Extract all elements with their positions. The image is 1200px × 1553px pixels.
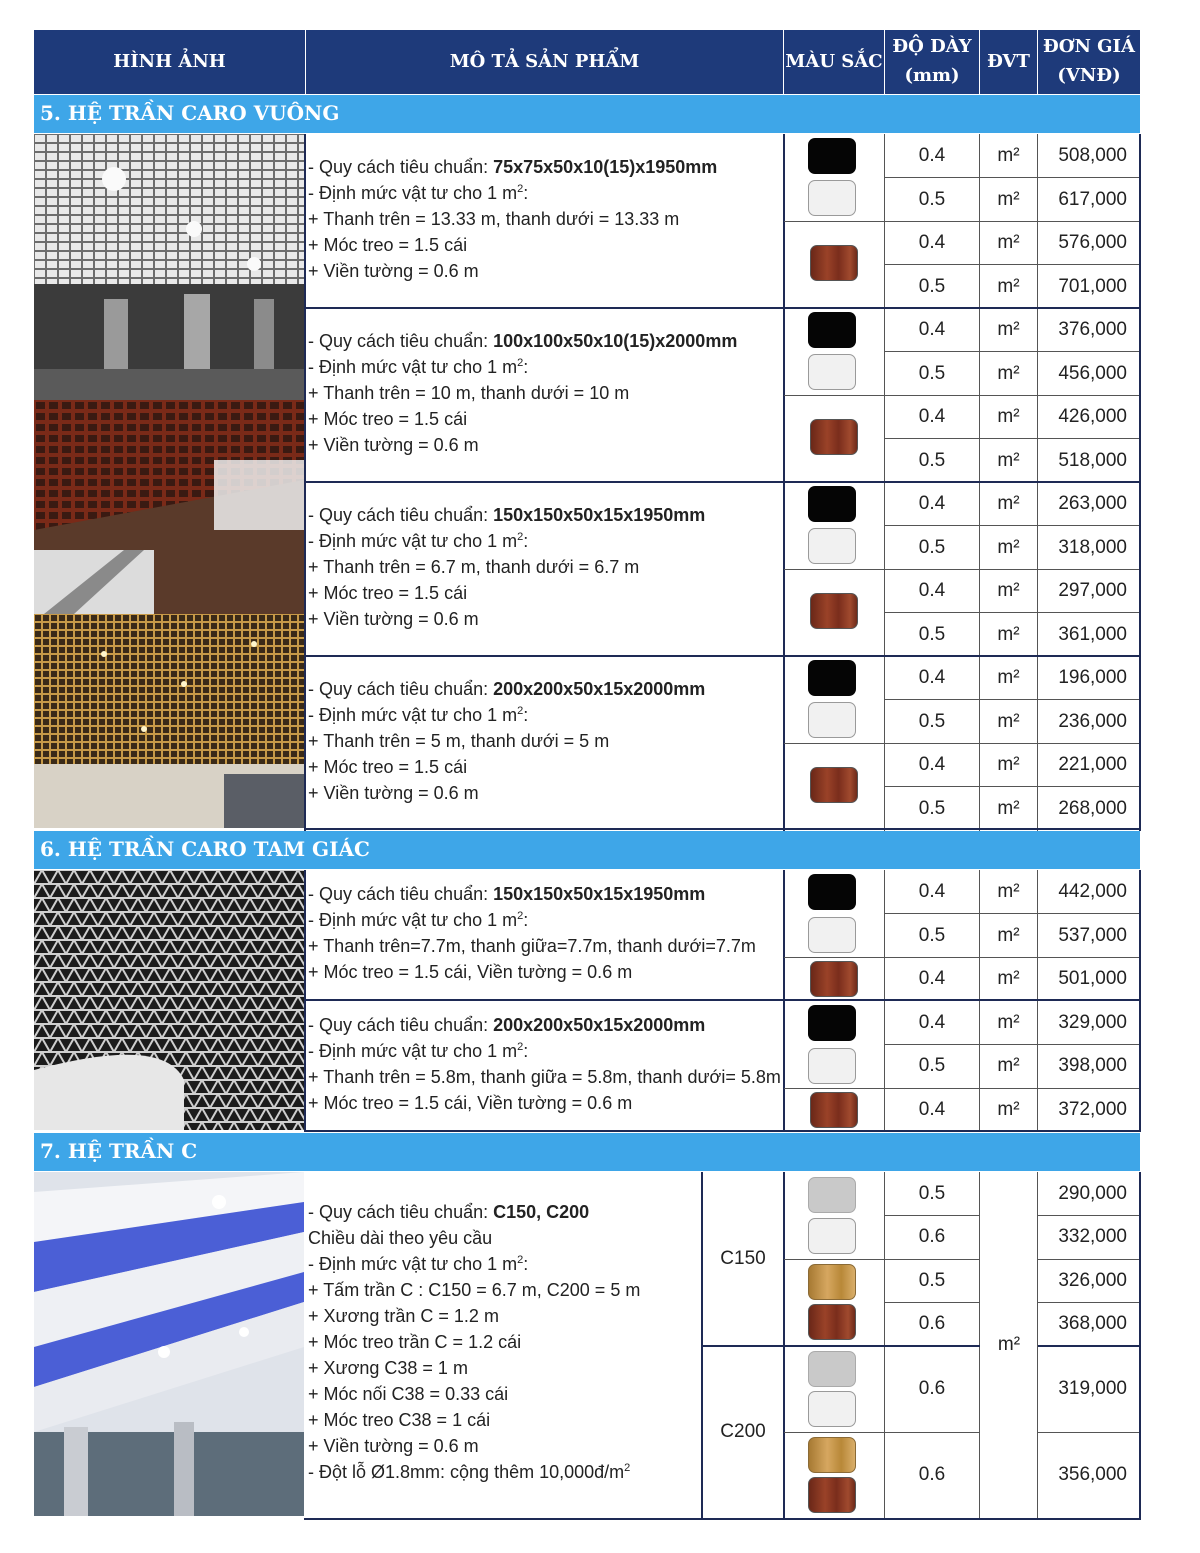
header-thickness-line2: (mm): [904, 65, 960, 86]
thickness-cell: 0.5: [918, 623, 946, 645]
thickness-cell: 0.5: [918, 1182, 946, 1204]
thickness-cell: 0.4: [918, 492, 946, 514]
swatch-white: [808, 528, 856, 564]
thickness-cell: 0.5: [918, 710, 946, 732]
section-7-title: 7. HỆ TRẦN C: [34, 1133, 1140, 1171]
price-cell: 318,000: [1058, 536, 1127, 558]
swatch-black: [808, 660, 856, 696]
unit-cell: m²: [997, 1011, 1020, 1033]
swatch-white: [808, 1391, 856, 1427]
swatch-white: [808, 354, 856, 390]
price-cell: 398,000: [1058, 1054, 1127, 1076]
swatch-gold: [808, 1437, 856, 1473]
c150-label: C150: [720, 1247, 766, 1269]
unit-cell: m²: [997, 666, 1020, 688]
unit-cell: m²: [997, 188, 1020, 210]
swatch-white: [808, 180, 856, 216]
thickness-cell: 0.6: [918, 1464, 946, 1485]
swatch-wood: [810, 419, 858, 455]
thickness-cell: 0.6: [918, 1378, 946, 1399]
header-price: [1038, 30, 1140, 94]
thickness-cell: 0.4: [918, 405, 946, 427]
unit-cell: m²: [997, 710, 1020, 732]
unit-cell: m²: [997, 924, 1020, 946]
price-cell: 508,000: [1058, 144, 1127, 166]
price-cell: 326,000: [1058, 1269, 1127, 1291]
header-price-line2: (VNĐ): [1057, 65, 1121, 86]
s6-group1-description: - Quy cách tiêu chuẩn: 150x150x50x15x1950mm - Định mức vật tư cho 1 $m^2$: + Thanh trên=7.7m, thanh giữa=7.7m, thanh dưới=7.7m + Móc treo = 1.5 cái, Viền tường = 0.6 m: [308, 884, 756, 982]
price-cell: 701,000: [1058, 275, 1127, 297]
swatch-wood: [810, 767, 858, 803]
photo-c-ceiling: [34, 1172, 304, 1516]
s6-group2-description: - Quy cách tiêu chuẩn: 200x200x50x15x2000mm - Định mức vật tư cho 1 $m^2$: + Thanh trên = 5.8m, thanh giữa = 5.8m, thanh dưới= 5.8m + Móc treo = 1.5 cái, Viền tường = 0.6 m: [308, 1015, 781, 1113]
swatch-white: [808, 917, 856, 953]
s5-group4-description: - Quy cách tiêu chuẩn: 200x200x50x15x2000mm - Định mức vật tư cho 1 $m^2$: + Thanh trên = 5 m, thanh dưới = 5 m + Móc treo = 1.5 cái + Viền tường = 0.6 m: [308, 679, 706, 803]
photo-grid-ceiling-gold: [34, 614, 304, 828]
price-cell: 356,000: [1058, 1464, 1127, 1485]
swatch-wood: [810, 961, 858, 997]
unit-cell: m²: [997, 880, 1020, 902]
thickness-cell: 0.4: [918, 1011, 946, 1033]
thickness-cell: 0.5: [918, 275, 946, 297]
thickness-cell: 0.4: [918, 579, 946, 601]
thickness-cell: 0.5: [918, 1054, 946, 1076]
thickness-cell: 0.5: [918, 924, 946, 946]
photo-triangle-ceiling: [34, 870, 304, 1130]
s5-group3-description: - Quy cách tiêu chuẩn: 150x150x50x15x1950mm - Định mức vật tư cho 1 $m^2$: + Thanh trên = 6.7 m, thanh dưới = 6.7 m + Móc treo = 1.5 cái + Viền tường = 0.6 m: [308, 505, 706, 629]
swatch-wood: [810, 593, 858, 629]
thickness-cell: 0.4: [918, 753, 946, 775]
thickness-cell: 0.5: [918, 362, 946, 384]
swatch-black: [808, 138, 856, 174]
thickness-cell: 0.4: [918, 666, 946, 688]
header-thickness: [885, 30, 980, 94]
header-price-line1: ĐƠN GIÁ: [1043, 36, 1135, 58]
thickness-cell: 0.5: [918, 1269, 946, 1291]
thickness-cell: 0.4: [918, 318, 946, 340]
price-cell: 518,000: [1058, 449, 1127, 471]
unit-cell: m²: [997, 492, 1020, 514]
header-image: HÌNH ẢNH: [34, 30, 306, 94]
price-cell: 442,000: [1058, 880, 1127, 902]
swatch-black: [808, 874, 856, 910]
thickness-cell: 0.6: [918, 1312, 946, 1334]
unit-cell: m²: [997, 1054, 1020, 1076]
unit-cell: m²: [997, 231, 1020, 253]
unit-cell: m²: [997, 797, 1020, 819]
swatch-black: [808, 486, 856, 522]
swatch-silver: [808, 1351, 856, 1387]
section-5-title: 5. HỆ TRẦN CARO VUÔNG: [34, 95, 1140, 133]
header-description: MÔ TẢ SẢN PHẨM: [306, 30, 784, 94]
thickness-cell: 0.4: [918, 144, 946, 166]
price-cell: 617,000: [1058, 188, 1127, 210]
swatch-black: [808, 312, 856, 348]
swatch-white: [808, 702, 856, 738]
price-cell: 501,000: [1058, 967, 1127, 989]
price-cell: 426,000: [1058, 405, 1127, 427]
unit-cell: m²: [997, 579, 1020, 601]
thickness-cell: 0.5: [918, 536, 946, 558]
header-unit: ĐVT: [980, 30, 1038, 94]
photo-grid-ceiling-wood: [34, 400, 304, 614]
thickness-cell: 0.4: [918, 1098, 946, 1120]
swatch-wood: [808, 1304, 856, 1340]
section-6-title: 6. HỆ TRẦN CARO TAM GIÁC: [34, 831, 1140, 869]
unit-cell: m²: [997, 318, 1020, 340]
c200-label: C200: [720, 1421, 766, 1442]
price-cell: 368,000: [1058, 1312, 1127, 1334]
s5-group2-description: - Quy cách tiêu chuẩn: 100x100x50x10(15)x2000mm - Định mức vật tư cho 1 $m^2$: + Thanh trên = 10 m, thanh dưới = 10 m + Móc treo = 1.5 cái + Viền tường = 0.6 m: [308, 331, 738, 455]
price-cell: 329,000: [1058, 1011, 1127, 1033]
price-cell: 537,000: [1058, 924, 1127, 946]
price-cell: 332,000: [1058, 1225, 1127, 1247]
swatch-wood: [810, 1092, 858, 1128]
thickness-cell: 0.4: [918, 967, 946, 989]
price-cell: 576,000: [1058, 231, 1127, 253]
s7-description: - Quy cách tiêu chuẩn: C150, C200 Chiều dài theo yêu cầu - Định mức vật tư cho 1 $m^2$: + Tấm trần C : C150 = 6.7 m, C200 = 5 m + Xương trần C = 1.2 m + Móc treo trần C = 1.2 cái + Xương C38 = 1 m + Móc nối C38 = 0.33 cái + Móc treo C38 = 1 cái + Viền tường = 0.6 m - Đột lỗ Ø1.8mm: cộng thêm $10,000đ/m^2$: [308, 1202, 641, 1482]
swatch-white: [808, 1218, 856, 1254]
photo-grid-ceiling-white: [34, 134, 304, 400]
unit-cell: m²: [997, 967, 1020, 989]
thickness-cell: 0.6: [918, 1225, 946, 1247]
price-cell: 263,000: [1058, 492, 1127, 514]
thickness-cell: 0.5: [918, 797, 946, 819]
unit-cell: m²: [997, 275, 1020, 297]
price-cell: 372,000: [1058, 1098, 1127, 1120]
swatch-gold: [808, 1264, 856, 1300]
price-cell: 221,000: [1058, 753, 1127, 775]
swatch-white: [808, 1048, 856, 1084]
unit-cell: m²: [997, 1098, 1020, 1120]
unit-cell: m²: [997, 362, 1020, 384]
swatch-black: [808, 1005, 856, 1041]
price-cell: 456,000: [1058, 362, 1127, 384]
price-cell: 268,000: [1058, 797, 1127, 819]
price-cell: 196,000: [1058, 666, 1127, 688]
price-cell: 290,000: [1058, 1182, 1127, 1204]
price-cell: 361,000: [1058, 623, 1127, 645]
thickness-cell: 0.5: [918, 188, 946, 210]
unit-cell: m²: [997, 536, 1020, 558]
unit-cell: m²: [997, 144, 1020, 166]
price-cell: 297,000: [1058, 579, 1127, 601]
price-cell: 319,000: [1058, 1378, 1127, 1399]
s5-group1-description: - Quy cách tiêu chuẩn: 75x75x50x10(15)x1950mm - Định mức vật tư cho 1 $m^2$: + Thanh trên = 13.33 m, thanh dưới = 13.33 m + Móc treo = 1.5 cái + Viền tường = 0.6 m: [308, 157, 718, 281]
s7-unit-cell: m²: [997, 1334, 1021, 1355]
price-cell: 376,000: [1058, 318, 1127, 340]
swatch-wood: [810, 245, 858, 281]
price-cell: 236,000: [1058, 710, 1127, 732]
swatch-silver: [808, 1177, 856, 1213]
thickness-cell: 0.5: [918, 449, 946, 471]
header-color: MÀU SẮC: [784, 30, 885, 94]
unit-cell: m²: [997, 753, 1020, 775]
unit-cell: m²: [997, 405, 1020, 427]
header-thickness-line1: ĐỘ DÀY: [892, 36, 972, 58]
thickness-cell: 0.4: [918, 880, 946, 902]
swatch-wood: [808, 1477, 856, 1513]
unit-cell: m²: [997, 449, 1020, 471]
thickness-cell: 0.4: [918, 231, 946, 253]
unit-cell: m²: [997, 623, 1020, 645]
